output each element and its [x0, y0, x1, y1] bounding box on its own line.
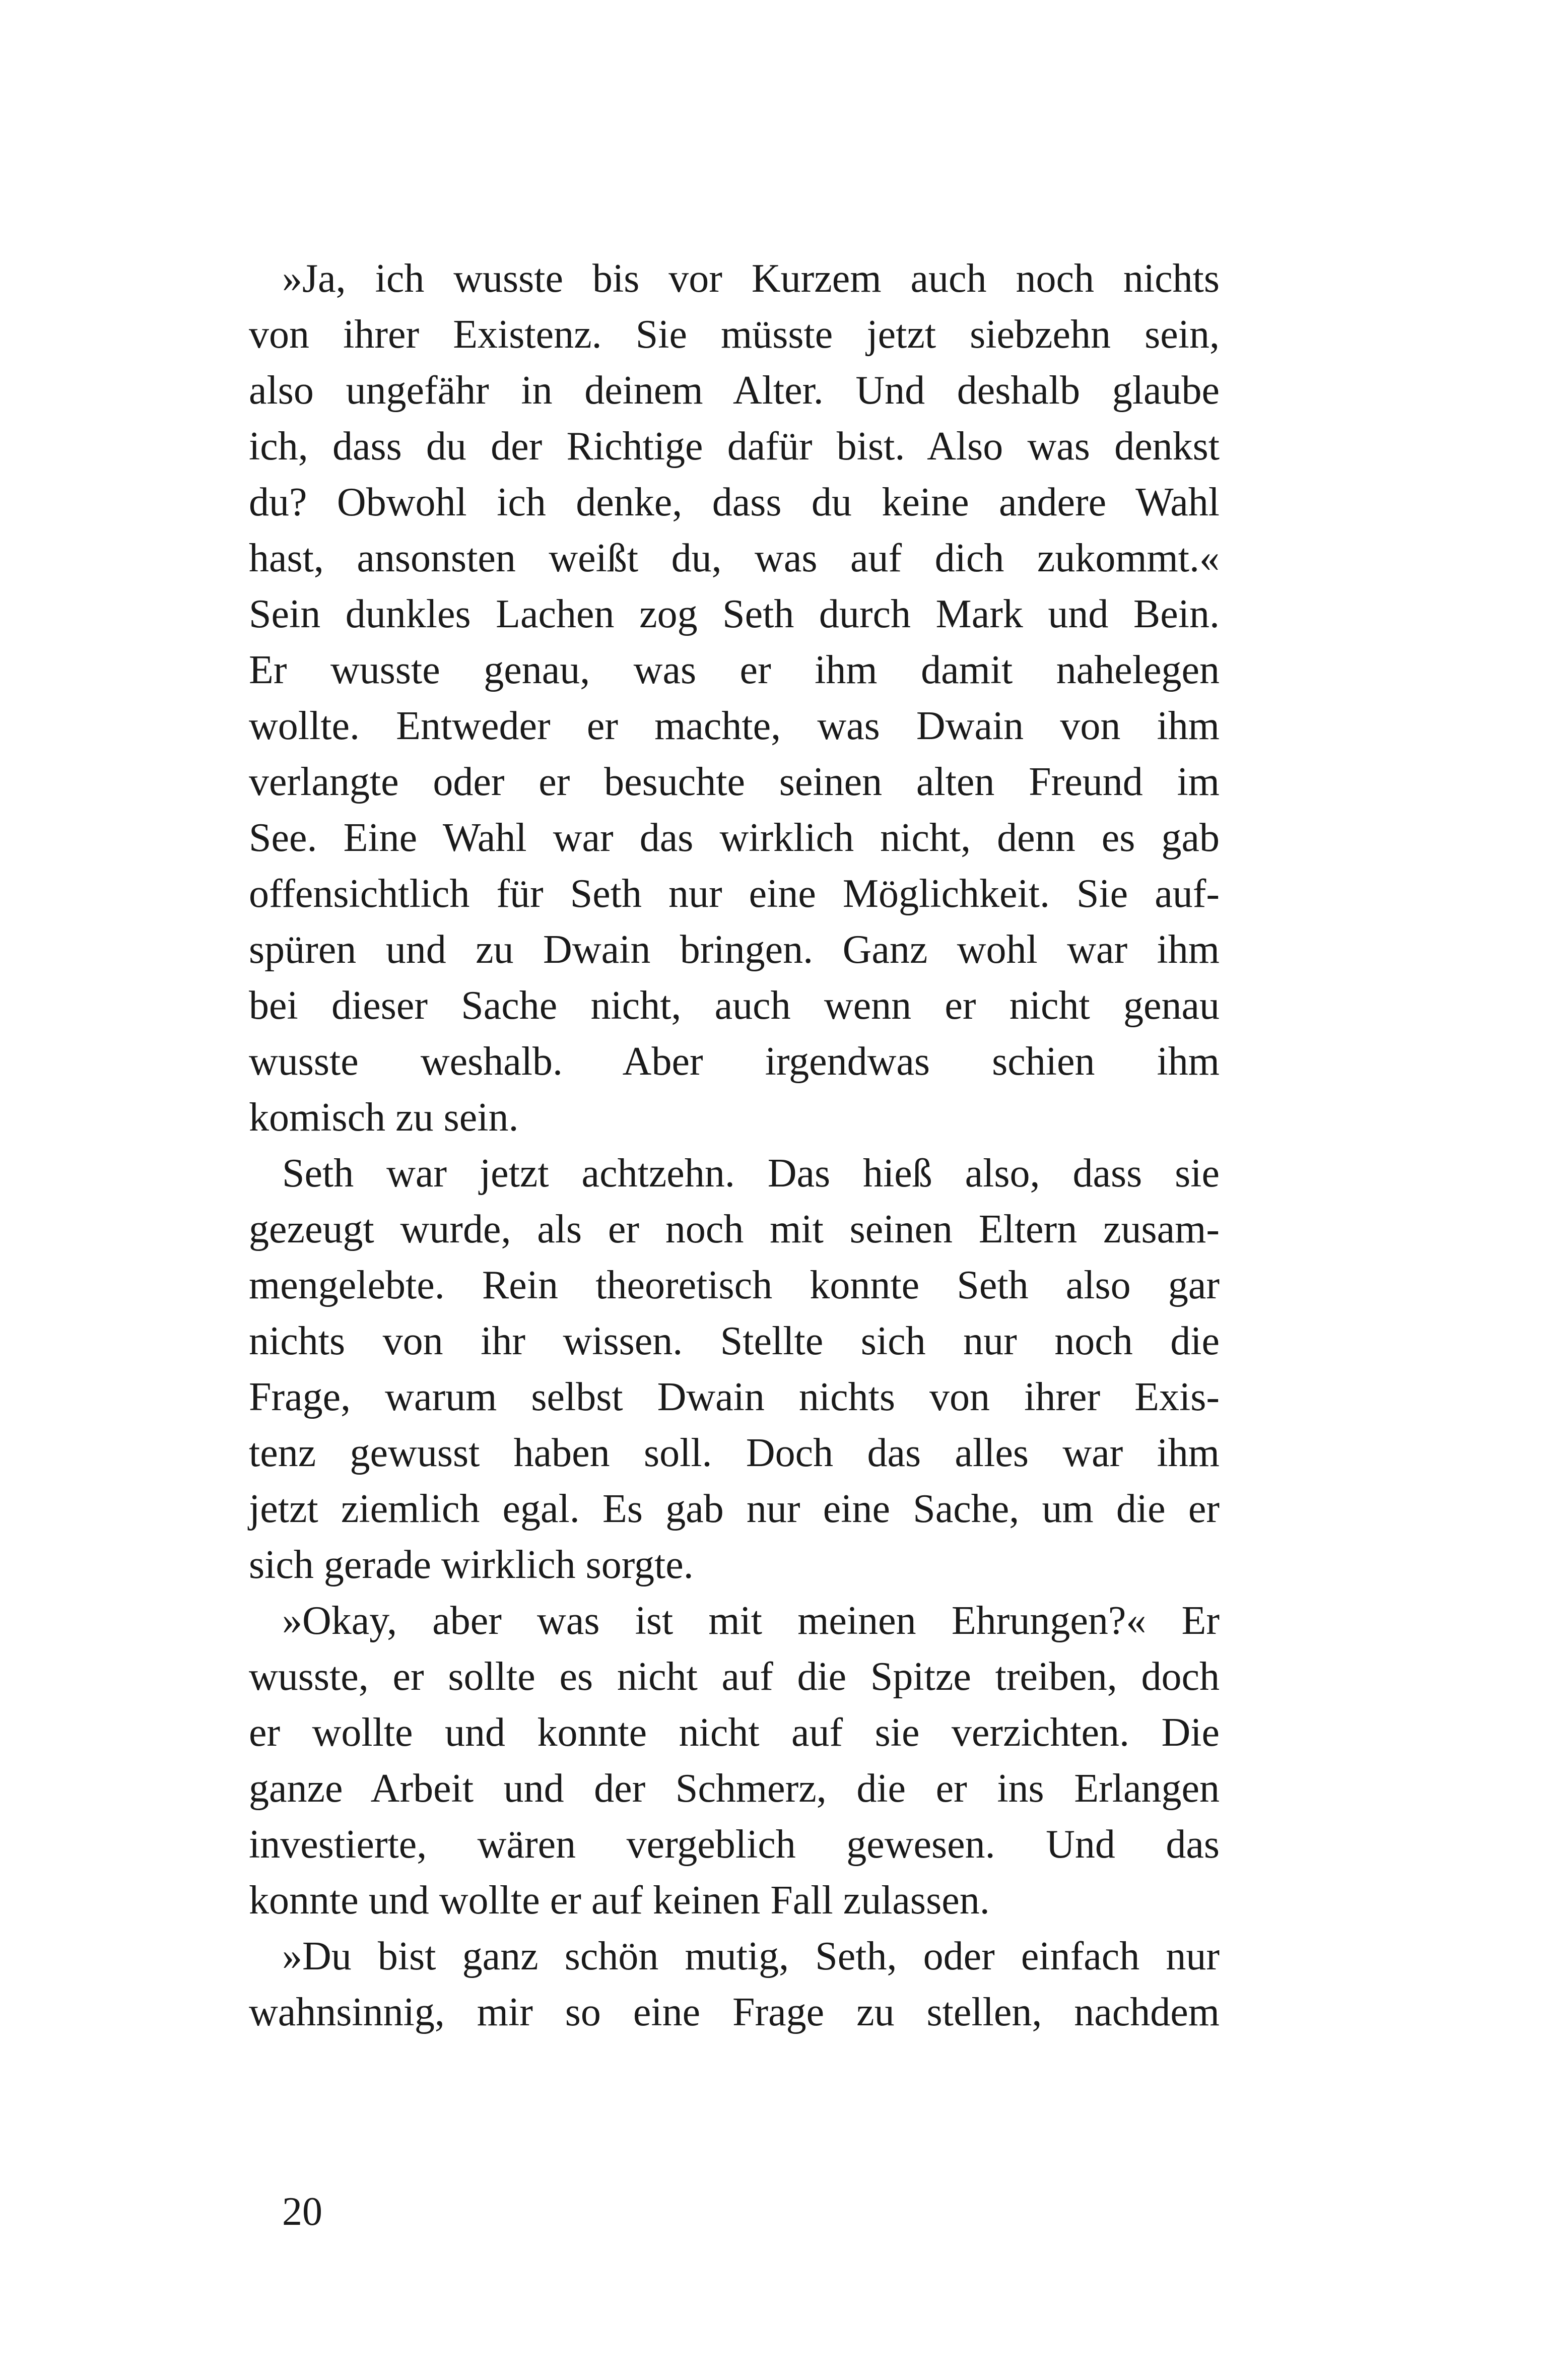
text-line: mengelebte. Rein theoretisch konnte Seth also gar	[249, 1263, 1220, 1307]
text-line: investierte, wären vergeblich gewesen. Und das	[249, 1822, 1220, 1867]
text-line: wusste weshalb. Aber irgendwas schien ihm	[249, 1039, 1220, 1084]
body-text	[249, 251, 1220, 2040]
text-line: hast, ansonsten weißt du, was auf dich zukommt.«	[249, 536, 1220, 580]
text-line: er wollte und konnte nicht auf sie verzichten. Die	[249, 1710, 1220, 1755]
text-line: wusste, er sollte es nicht auf die Spitze treiben, doch	[249, 1655, 1220, 1699]
text-line: offensichtlich für Seth nur eine Möglichkeit. Sie auf-	[249, 872, 1220, 916]
text-line: nichts von ihr wissen. Stellte sich nur noch die	[249, 1319, 1220, 1363]
text-line: tenz gewusst haben soll. Doch das alles war ihm	[249, 1431, 1220, 1475]
text-line: »Ja, ich wusste bis vor Kurzem auch noch nichts	[282, 256, 1220, 301]
text-line: von ihrer Existenz. Sie müsste jetzt siebzehn sein,	[249, 312, 1220, 357]
text-line: sich gerade wirklich sorgte.	[249, 1543, 694, 1587]
text-line: Sein dunkles Lachen zog Seth durch Mark und Bein.	[249, 592, 1220, 636]
text-line: »Du bist ganz schön mutig, Seth, oder einfach nur	[282, 1934, 1220, 1978]
text-line: »Okay, aber was ist mit meinen Ehrungen?« Er	[282, 1599, 1220, 1643]
text-line: verlangte oder er besuchte seinen alten Freund im	[249, 760, 1220, 804]
text-line: konnte und wollte er auf keinen Fall zulassen.	[249, 1878, 990, 1923]
text-line: ganze Arbeit und der Schmerz, die er ins Erlangen	[249, 1766, 1220, 1811]
text-line: also ungefähr in deinem Alter. Und deshalb glaube	[249, 368, 1220, 413]
text-line: ich, dass du der Richtige dafür bist. Also was denkst	[249, 424, 1220, 469]
text-line: jetzt ziemlich egal. Es gab nur eine Sache, um die er	[249, 1487, 1220, 1531]
page-number: 20	[282, 2190, 322, 2234]
text-line: Frage, warum selbst Dwain nichts von ihrer Exis-	[249, 1375, 1220, 1419]
text-line: spüren und zu Dwain bringen. Ganz wohl war ihm	[249, 928, 1220, 972]
text-line: Er wusste genau, was er ihm damit nahelegen	[249, 648, 1220, 692]
text-line: du? Obwohl ich denke, dass du keine andere Wahl	[249, 480, 1220, 524]
text-line: bei dieser Sache nicht, auch wenn er nicht genau	[249, 983, 1220, 1028]
text-line: wollte. Entweder er machte, was Dwain von ihm	[249, 704, 1220, 748]
text-line: See. Eine Wahl war das wirklich nicht, denn es gab	[249, 816, 1220, 860]
text-line: komisch zu sein.	[249, 1095, 519, 1140]
text-line: Seth war jetzt achtzehn. Das hieß also, dass sie	[282, 1151, 1220, 1196]
text-line: wahnsinnig, mir so eine Frage zu stellen, nachdem	[249, 1990, 1220, 2034]
text-line: gezeugt wurde, als er noch mit seinen Eltern zusam-	[249, 1207, 1220, 1251]
